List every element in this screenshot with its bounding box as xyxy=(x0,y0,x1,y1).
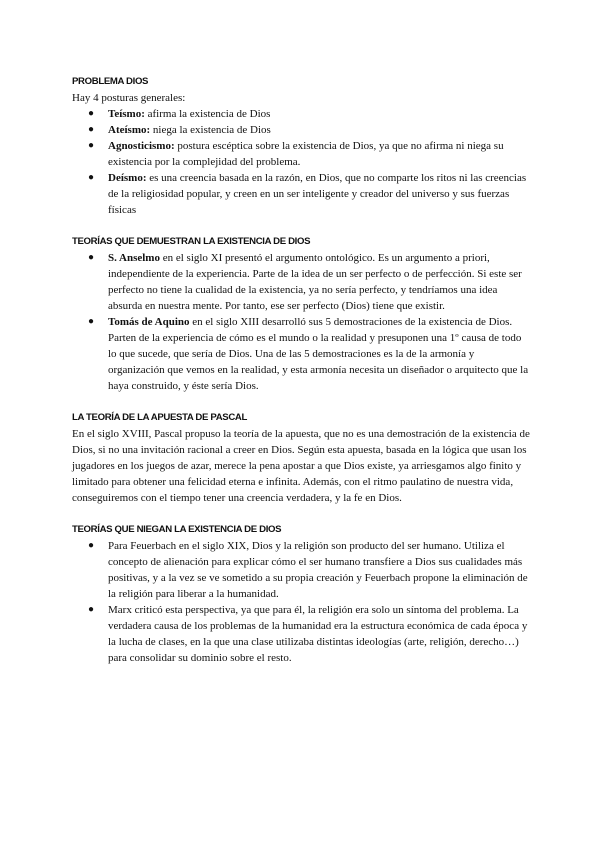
definition: es una creencia basada en la razón, en Dios, que no comparte los ritos ni las creencias de la religiosidad popular, y creen en un ser inteligente y creador del universo y sus fuerzas físicas xyxy=(108,172,527,216)
term: Ateísmo: xyxy=(108,124,151,136)
term: S. Anselmo xyxy=(108,252,160,264)
spacer xyxy=(72,218,532,234)
intro-text: Hay 4 posturas generales: xyxy=(72,92,186,104)
bullet-icon: ● xyxy=(88,540,95,551)
bullet-icon: ● xyxy=(88,604,95,615)
pascal-paragraph: En el siglo XVIII, Pascal propuso la teoría de la apuesta, que no es una demostración de la existencia de Dios, si no una invitación racional a creer en Dios. Según esta apuesta, basada en la lógica que usan los jugadores en los juegos de azar, merece la pena apostar a que Dios existe, ya arriesgamos algo finito y limitado para obtener una felicidad eterna e infinita. Además, con el ritmo paulatino de nuestra vida, conseguiremos con el tiempo tener una creencia verdadera, y la fe en Dios. xyxy=(72,428,530,504)
section-heading-pascal: LA TEORÍA DE LA APUESTA DE PASCAL xyxy=(72,412,247,423)
section-heading-problema-dios: PROBLEMA DIOS xyxy=(72,76,149,87)
spacer xyxy=(72,506,532,522)
list-item-deismo xyxy=(72,170,532,218)
description: Para Feuerbach en el siglo XIX, Dios y la religión son producto del ser humano. Utiliza el concepto de alienación para explicar cómo el ser humano transfiere a Dios sus cualidades más positivas, y a la vez se ve sometido a su propia creación y Feuerbach propone la eliminación de la religión para liberar a la humanidad. xyxy=(108,540,528,600)
section-heading-niegan: TEORÍAS QUE NIEGAN LA EXISTENCIA DE DIOS xyxy=(72,524,282,535)
list-item-marx xyxy=(72,602,532,666)
term: Teísmo: xyxy=(108,108,145,120)
section-heading-demuestran: TEORÍAS QUE DEMUESTRAN LA EXISTENCIA DE DIOS xyxy=(72,236,311,247)
bullet-icon: ● xyxy=(88,252,95,263)
list-item-feuerbach xyxy=(72,538,532,602)
term: Deísmo: xyxy=(108,172,147,184)
bullet-icon: ● xyxy=(88,316,95,327)
bullet-icon: ● xyxy=(88,124,95,135)
document-page xyxy=(72,74,532,666)
definition: postura escéptica sobre la existencia de Dios, ya que no afirma ni niega su existencia por la complejidad del problema. xyxy=(108,140,504,168)
list-item-teismo xyxy=(72,106,532,122)
definition: afirma la existencia de Dios xyxy=(144,108,271,120)
bullet-icon: ● xyxy=(88,108,95,119)
denials-list xyxy=(72,538,532,666)
list-item-agnosticismo xyxy=(72,138,532,170)
bullet-icon: ● xyxy=(88,140,95,151)
list-item-anselmo xyxy=(72,250,532,314)
list-item-ateismo xyxy=(72,122,532,138)
description: Marx criticó esta perspectiva, ya que para él, la religión era solo un síntoma del problema. La verdadera causa de los problemas de la humanidad era la estructura económica de cada época y la lucha de clases, en la que una clase utilizaba distintas ideologías (arte, religión, derecho…) para consolidar su dominio sobre el resto. xyxy=(108,604,528,664)
spacer xyxy=(72,394,532,410)
definition: niega la existencia de Dios xyxy=(150,124,271,136)
description: en el siglo XI presentó el argumento ontológico. Es un argumento a priori, independiente de la experiencia. Parte de la idea de un ser perfecto o de perfección. Si este ser perfecto no tiene la cualidad de la existencia, ya no sería perfecto, y tendríamos una idea absurda en nuestra mente. Por tanto, ese ser perfecto (Dios) tiene que existir. xyxy=(108,252,522,312)
postures-list xyxy=(72,106,532,218)
list-item-aquino xyxy=(72,314,532,394)
proofs-list xyxy=(72,250,532,394)
term: Agnosticismo: xyxy=(108,140,175,152)
term: Tomás de Aquino xyxy=(108,316,190,328)
description: en el siglo XIII desarrolló sus 5 demostraciones de la existencia de Dios. Parten de la experiencia de cómo es el mundo o la realidad y presuponen una 1º causa de todo lo que sucede, que sería de Dios. Una de las 5 demostraciones es la de la armonía y organización que vemos en la realidad, y esta armonía necesita un diseñador o arquitecto que la haya construido, y éste sería Dios. xyxy=(108,316,529,392)
bullet-icon: ● xyxy=(88,172,95,183)
